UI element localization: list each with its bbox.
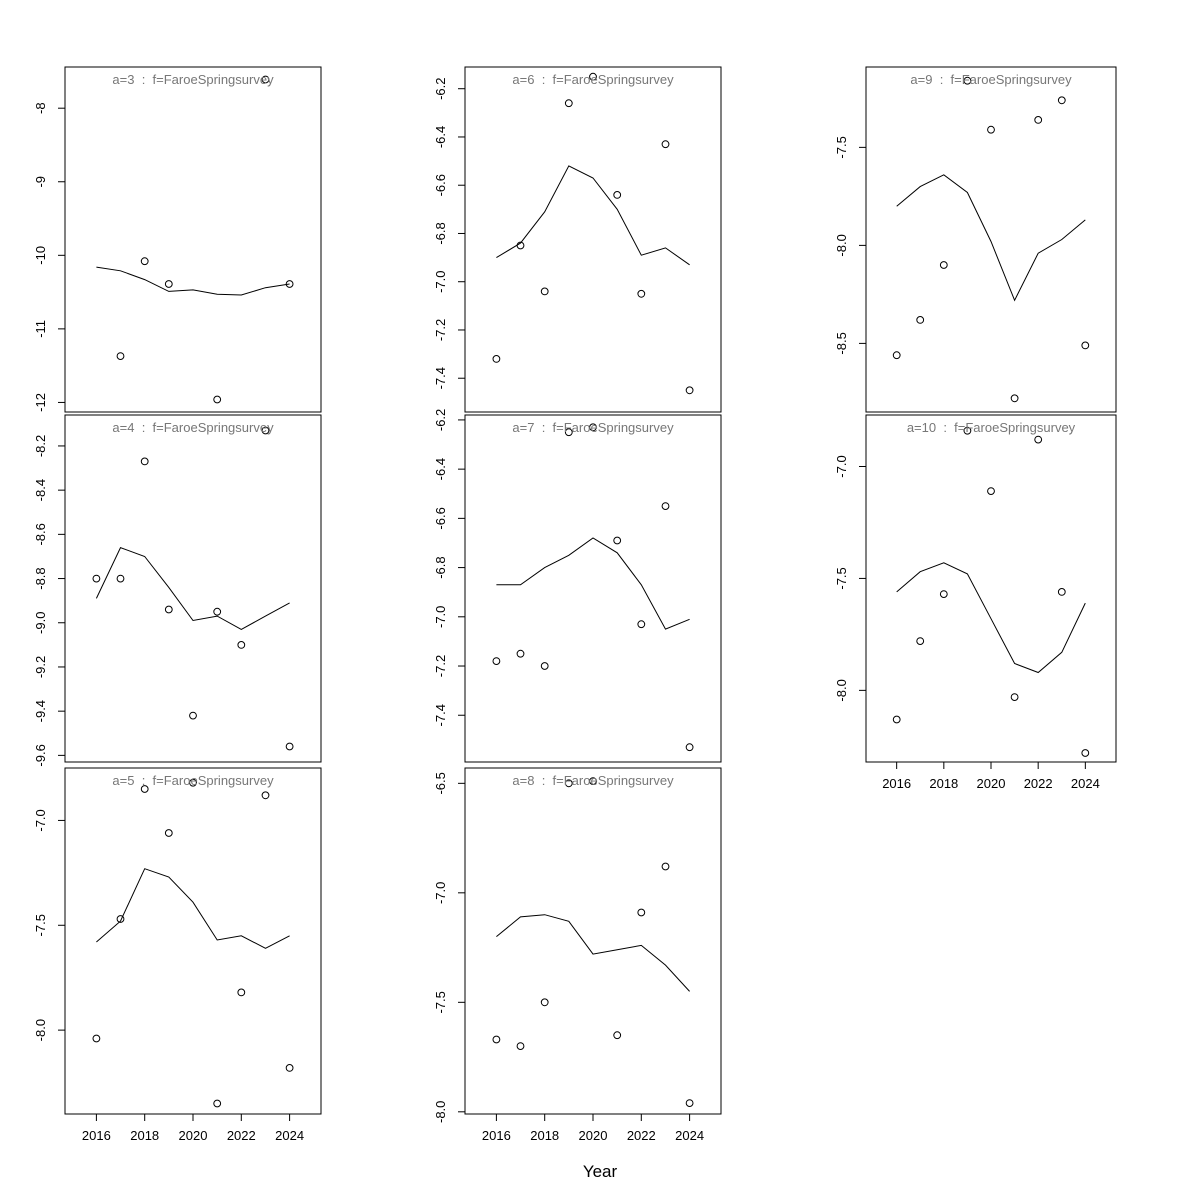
y-tick-label: -11 xyxy=(33,319,48,338)
panel-title: a=3 : f=FaroeSpringsurvey xyxy=(112,72,274,87)
y-tick-label: -6.4 xyxy=(433,125,448,149)
panel-box xyxy=(65,415,321,762)
data-point xyxy=(493,658,500,665)
data-point xyxy=(262,792,269,799)
data-point xyxy=(1082,750,1089,757)
y-tick-label: -10 xyxy=(32,245,48,265)
x-tick-label: 2018 xyxy=(530,1128,560,1143)
data-point xyxy=(988,488,995,495)
data-point xyxy=(662,503,669,510)
panel-4 xyxy=(433,67,721,412)
panel-box xyxy=(465,768,721,1114)
panel-title: a=9 : f=FaroeSpringsurvey xyxy=(910,72,1072,87)
panel-box xyxy=(465,415,721,762)
data-point xyxy=(214,396,221,403)
x-tick-label: 2016 xyxy=(81,1128,111,1143)
data-point xyxy=(141,258,148,265)
data-point xyxy=(1011,694,1018,701)
panel-7 xyxy=(834,67,1116,412)
y-tick-label: -8.0 xyxy=(33,1018,48,1042)
y-tick-label: -7.4 xyxy=(433,704,448,727)
y-tick-label: -8 xyxy=(33,102,48,114)
data-point xyxy=(1058,589,1065,596)
data-point xyxy=(917,317,924,324)
y-tick-label: -12 xyxy=(33,393,48,412)
data-point xyxy=(988,126,995,133)
y-tick-label: -8.0 xyxy=(433,1100,448,1124)
fit-line xyxy=(496,915,689,992)
y-tick-label: -6.2 xyxy=(433,77,448,100)
data-point xyxy=(614,1032,621,1039)
y-tick-label: -8.8 xyxy=(33,567,48,590)
x-tick-label: 2022 xyxy=(1023,776,1053,791)
data-point xyxy=(662,141,669,148)
y-tick-label: -6.6 xyxy=(433,174,448,197)
panel-box xyxy=(465,67,721,412)
y-tick-label: -7.0 xyxy=(33,809,48,832)
data-point xyxy=(1035,436,1042,443)
panel-title: a=4 : f=FaroeSpringsurvey xyxy=(112,420,274,435)
y-tick-label: -6.5 xyxy=(433,772,448,795)
fit-line xyxy=(897,175,1086,300)
y-tick-label: -8.6 xyxy=(33,523,48,546)
y-tick-label: -7.5 xyxy=(834,567,849,590)
panel-title: a=5 : f=FaroeSpringsurvey xyxy=(112,773,274,788)
y-tick-label: -7.0 xyxy=(834,455,849,478)
panel-title: a=7 : f=FaroeSpringsurvey xyxy=(512,420,674,435)
y-tick-label: -7.5 xyxy=(33,914,48,937)
y-tick-label: -8.5 xyxy=(834,332,849,355)
panel-title: a=10 : f=FaroeSpringsurvey xyxy=(906,420,1076,435)
panel-title: a=6 : f=FaroeSpringsurvey xyxy=(512,72,674,87)
fit-line xyxy=(897,563,1086,673)
panel-8 xyxy=(834,415,1116,791)
x-tick-label: 2024 xyxy=(1070,776,1100,791)
panel-box xyxy=(65,768,321,1114)
x-tick-label: 2016 xyxy=(882,776,912,791)
data-point xyxy=(286,1065,293,1072)
y-tick-label: -8.0 xyxy=(834,679,849,702)
panel-box xyxy=(866,67,1116,412)
data-point xyxy=(893,716,900,723)
data-point xyxy=(93,1035,100,1042)
fit-line xyxy=(96,267,289,295)
y-tick-label: -9 xyxy=(33,175,48,188)
panel-2 xyxy=(33,415,321,767)
data-point xyxy=(541,663,548,670)
data-point xyxy=(493,1036,500,1043)
data-point xyxy=(1035,117,1042,124)
fit-line xyxy=(496,538,689,629)
data-point xyxy=(940,262,947,269)
data-point xyxy=(286,743,293,750)
data-point xyxy=(214,1100,221,1107)
data-point xyxy=(614,537,621,544)
data-point xyxy=(541,999,548,1006)
y-tick-label: -9.4 xyxy=(33,699,48,723)
x-tick-label: 2020 xyxy=(976,776,1006,791)
data-point xyxy=(686,1100,693,1107)
x-tick-label: 2016 xyxy=(481,1128,511,1143)
x-tick-label: 2024 xyxy=(675,1128,705,1143)
data-point xyxy=(117,353,124,360)
fit-line xyxy=(96,869,289,949)
x-tick-label: 2020 xyxy=(178,1128,208,1143)
panel-box xyxy=(65,67,321,412)
data-point xyxy=(517,1043,524,1050)
data-point xyxy=(638,909,645,916)
panel-title: a=8 : f=FaroeSpringsurvey xyxy=(512,773,674,788)
data-point xyxy=(493,356,500,363)
data-point xyxy=(1058,97,1065,104)
panel-6 xyxy=(433,768,721,1143)
y-tick-label: -7.0 xyxy=(433,881,448,905)
data-point xyxy=(214,608,221,615)
y-tick-label: -8.0 xyxy=(834,234,849,257)
data-point xyxy=(614,192,621,199)
data-point xyxy=(917,638,924,645)
data-point xyxy=(1011,395,1018,402)
data-point xyxy=(686,744,693,751)
y-tick-label: -7.2 xyxy=(433,318,448,342)
panel-5 xyxy=(433,409,721,762)
data-point xyxy=(190,712,197,719)
fit-line xyxy=(96,548,289,630)
x-tick-label: 2020 xyxy=(578,1128,608,1143)
data-point xyxy=(238,642,245,649)
x-tick-label: 2022 xyxy=(226,1128,256,1143)
y-tick-label: -7.2 xyxy=(433,654,448,678)
data-point xyxy=(165,606,172,613)
y-tick-label: -6.8 xyxy=(433,556,448,579)
y-tick-label: -6.6 xyxy=(433,507,448,530)
data-point xyxy=(686,387,693,394)
data-point xyxy=(638,290,645,297)
fit-line xyxy=(496,166,689,265)
panel-3 xyxy=(33,768,321,1143)
data-point xyxy=(238,989,245,996)
data-point xyxy=(662,863,669,870)
x-tick-label: 2022 xyxy=(626,1128,656,1143)
data-point xyxy=(165,281,172,288)
x-tick-label: 2018 xyxy=(130,1128,160,1143)
data-point xyxy=(638,621,645,628)
y-tick-label: -6.4 xyxy=(433,457,448,481)
y-tick-label: -7.4 xyxy=(433,367,448,390)
y-tick-label: -7.5 xyxy=(834,136,849,159)
y-tick-label: -7.0 xyxy=(433,270,448,293)
y-tick-label: -9.2 xyxy=(33,655,48,679)
data-point xyxy=(93,575,100,582)
data-point xyxy=(165,830,172,837)
data-point xyxy=(940,591,947,598)
data-point xyxy=(893,352,900,359)
y-tick-label: -7.5 xyxy=(433,991,448,1014)
data-point xyxy=(141,458,148,465)
panel-1 xyxy=(33,67,321,412)
panel-box xyxy=(866,415,1116,762)
data-point xyxy=(541,288,548,295)
x-tick-label: 2018 xyxy=(929,776,959,791)
y-tick-label: -6.8 xyxy=(433,222,448,245)
x-tick-label: 2024 xyxy=(275,1128,305,1143)
y-tick-label: -8.2 xyxy=(33,434,48,458)
data-point xyxy=(517,650,524,657)
y-tick-label: -8.4 xyxy=(33,478,48,502)
data-point xyxy=(1082,342,1089,349)
data-point xyxy=(117,575,124,582)
y-tick-label: -7.0 xyxy=(433,605,448,629)
y-tick-label: -9.6 xyxy=(33,744,48,767)
y-tick-label: -6.2 xyxy=(433,408,448,432)
data-point xyxy=(565,100,572,107)
x-axis-title: Year xyxy=(582,1162,618,1181)
y-tick-label: -9.0 xyxy=(33,611,48,634)
